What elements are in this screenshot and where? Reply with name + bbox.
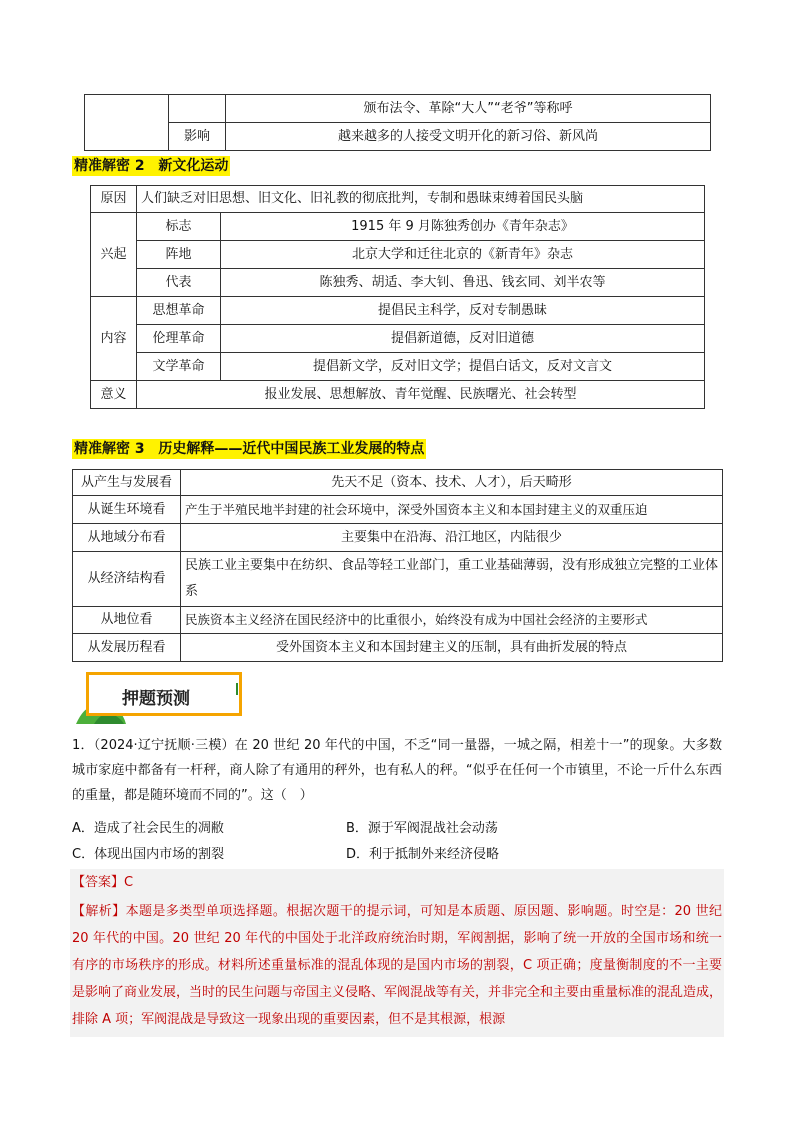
- table-sublabel: 阵地: [137, 241, 221, 269]
- table-label: 从产生与发展看: [73, 470, 181, 496]
- reform-table-label: 影响: [169, 123, 226, 151]
- table-sublabel: 伦理革命: [137, 325, 221, 353]
- option-b: B．源于军阀混战社会动荡: [346, 821, 498, 836]
- table-cell: 陈独秀、胡适、李大钊、鲁迅、钱玄同、刘半农等: [221, 269, 705, 297]
- table-sublabel: 文学革命: [137, 353, 221, 381]
- answer-label: 【答案】: [72, 875, 125, 890]
- table-sublabel: 标志: [137, 213, 221, 241]
- table-cell: 提倡新文学，反对旧文学；提倡白话文，反对文言文: [221, 353, 705, 381]
- table-cell: 提倡新道德，反对旧道德: [221, 325, 705, 353]
- table-cell: 民族工业主要集中在纺织、食品等轻工业部门，重工业基础薄弱，没有形成独立完整的工业体系: [181, 552, 723, 607]
- table-label: 从诞生环境看: [73, 496, 181, 524]
- table-label: 从地位看: [73, 607, 181, 634]
- reform-table-cell: 越来越多的人接受文明开化的新习俗、新风尚: [226, 123, 711, 151]
- section-title: 历史解释——近代中国民族工业发展的特点: [147, 439, 427, 459]
- reform-table-blank-label: [169, 95, 226, 123]
- table-cell: 提倡民主科学，反对专制愚昧: [221, 297, 705, 325]
- section-tag: 精准解密 3: [74, 441, 145, 457]
- reform-table: [84, 94, 711, 151]
- section-heading-2: [72, 155, 230, 175]
- explanation-label: 【解析】: [72, 904, 126, 919]
- table-cell: 受外国资本主义和本国封建主义的压制，具有曲折发展的特点: [181, 634, 723, 662]
- answer-line: [72, 873, 133, 893]
- section-title: 新文化运动: [147, 156, 231, 176]
- reform-table-blank-cell: [85, 95, 169, 151]
- table-cell: 先天不足（资本、技术、人才），后天畸形: [181, 470, 723, 496]
- answer-value: C: [124, 875, 134, 890]
- table-cell: 人们缺乏对旧思想、旧文化、旧礼教的彻底批判，专制和愚昧束缚着国民头脑: [137, 186, 705, 213]
- new-culture-table: [90, 185, 705, 409]
- question-stem: 1．（2024·辽宁抚顺·三模）在 20 世纪 20 年代的中国，不乏“同一量器，一城之隔，相差十一”的现象。大多数城市家庭中都备有一杆秤，商人除了有通用的秤外，也有私人的秤。“似乎在任何一个市镇里，不论一斤什么东西的重量，都是随环境而不同的”。这（ ）: [72, 738, 722, 803]
- table-cell: 报业发展、思想解放、青年觉醒、民族曙光、社会转型: [137, 381, 705, 409]
- prediction-banner: [74, 670, 249, 724]
- banner-title: 押题预测: [122, 689, 190, 709]
- section-tag: 精准解密 2: [74, 158, 145, 174]
- table-label: 从地域分布看: [73, 524, 181, 552]
- table-sublabel: 思想革命: [137, 297, 221, 325]
- table-cell: 产生于半殖民地半封建的社会环境中，深受外国资本主义和本国封建主义的双重压迫: [181, 496, 723, 524]
- explanation: [72, 898, 722, 1033]
- table-label: 原因: [91, 186, 137, 213]
- reform-table-cell: 颁布法令、革除“大人”“老爷”等称呼: [226, 95, 711, 123]
- table-cell: 北京大学和迁往北京的《新青年》杂志: [221, 241, 705, 269]
- option-a: A．造成了社会民生的凋敝: [72, 821, 224, 836]
- table-label: 意义: [91, 381, 137, 409]
- option-d: D．利于抵制外来经济侵略: [346, 847, 500, 862]
- explanation-text: 本题是多类型单项选择题。根据次题干的提示词，可知是本质题、原因题、影响题。时空是：20 世纪 20 年代的中国。20 世纪 20 年代的中国处于北洋政府统治时期，军阀割据，影响了统一开放的全国市场和统一有序的市场秩序的形成。材料所述重量标准的混乱体现的是国内市场的割裂，C 项正确；度量衡制度的不一主要是影响了商业发展，当时的民生问题与帝国主义侵略、军阀混战等有关，并非完全和主要由重量标准的混乱造成，排除 A 项；军阀混战是导致这一现象出现的重要因素，但不是其根源，根源: [72, 904, 723, 1027]
- table-label: 从发展历程看: [73, 634, 181, 662]
- industry-table: [72, 469, 723, 662]
- table-label: 兴起: [91, 213, 137, 297]
- banner-accent: [236, 683, 238, 695]
- option-c: C．体现出国内市场的割裂: [72, 847, 225, 862]
- table-label: 从经济结构看: [73, 552, 181, 607]
- table-cell: 1915 年 9 月陈独秀创办《青年杂志》: [221, 213, 705, 241]
- table-cell: 主要集中在沿海、沿江地区，内陆很少: [181, 524, 723, 552]
- table-label: 内容: [91, 297, 137, 381]
- table-sublabel: 代表: [137, 269, 221, 297]
- section-heading-3: [72, 438, 426, 458]
- table-cell: 民族资本主义经济在国民经济中的比重很小，始终没有成为中国社会经济的主要形式: [181, 607, 723, 634]
